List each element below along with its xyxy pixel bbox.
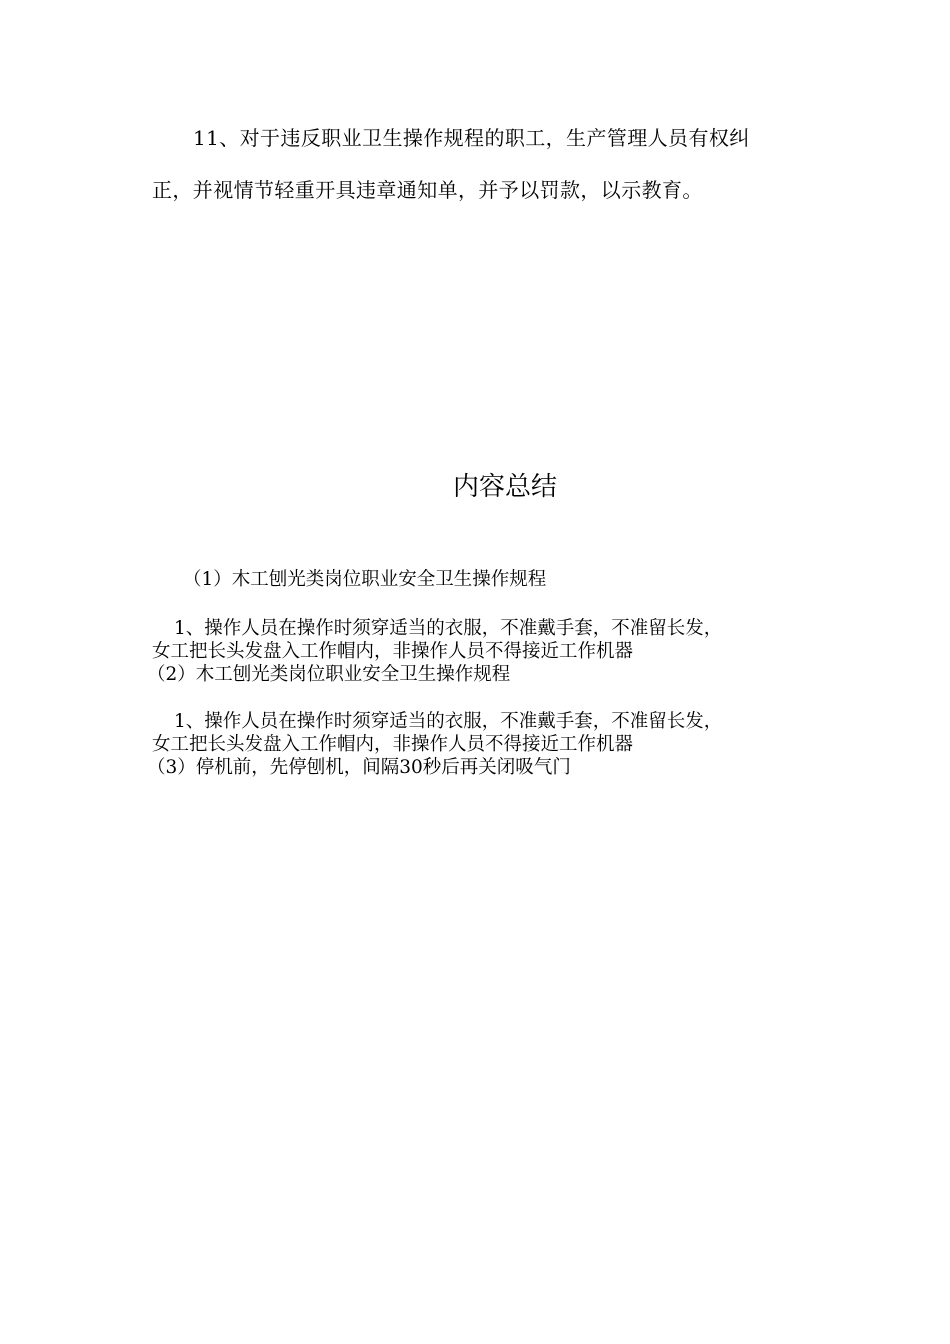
summary-item-2-heading: （2）木工刨光类岗位职业安全卫生操作规程: [147, 664, 511, 685]
intro-paragraph-line-1: 11、对于违反职业卫生操作规程的职工，生产管理人员有权纠: [193, 126, 750, 150]
summary-item-2-line-2: 女工把长头发盘入工作帽内，非操作人员不得接近工作机器: [152, 734, 634, 755]
summary-title: 内容总结: [452, 472, 557, 502]
summary-item-3-heading: （3）停机前，先停刨机，间隔30秒后再关闭吸气门: [147, 757, 571, 778]
summary-item-2-line-1: 1、操作人员在操作时须穿适当的衣服，不准戴手套，不准留长发，: [174, 711, 723, 732]
summary-item-1-heading: （1）木工刨光类岗位职业安全卫生操作规程: [183, 569, 547, 590]
summary-item-1-line-1: 1、操作人员在操作时须穿适当的衣服，不准戴手套，不准留长发，: [174, 618, 723, 639]
intro-paragraph-line-2: 正，并视情节轻重开具违章通知单，并予以罚款，以示教育。: [152, 178, 703, 202]
summary-item-1-line-2: 女工把长头发盘入工作帽内，非操作人员不得接近工作机器: [152, 641, 634, 662]
